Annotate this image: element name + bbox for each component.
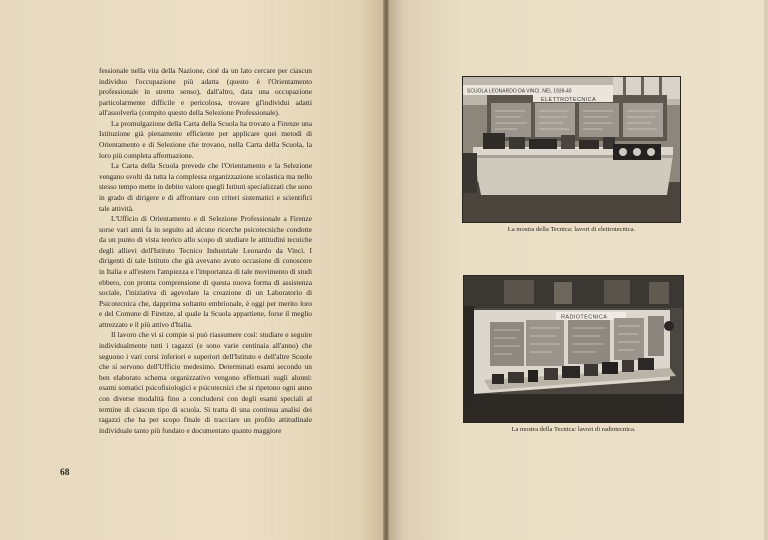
- caption-radiotecnica: La mostra della Tecnica: lavori di radiotecnica.: [511, 426, 636, 433]
- paragraph-1: fessionale nella vita della Nazione, cioè da un lato cercare per ciascun individuo l'occupazione più adatta (questo è l'Orientamento professionale in stretto senso), dall'altro, data una occupazione particolarmente difficile e pericolosa, trovare gl'individui adatti all'assolverla (compito questo della Selezione Professionale).: [99, 66, 312, 118]
- paragraph-4: L'Ufficio di Orientamento e di Selezione Professionale a Firenze sorse vari anni fa in seguito ad alcune ricerche psicotecniche condotte da un punto di vista teorico allo scopo di studiare le attitudini tecniche degli allievi dell'Istituto Tecnico Industriale Leonardo da Vinci. I dirigenti di tale Istituto che già avevano avuto occasione di conoscere in Italia e all'estero l'ampiezza e l'importanza di tale movimento di studi ebbero, con pronta comprensione di questa nuova forma di assistenza sociale, l'iniziativa di agevolare la creazione di un Laboratorio di Psicotecnica che, dapprima soltanto embrionale, è oggi per merito loro e del Comune di Firenze, al quale la Scuola appartiene, forse il meglio attrezzato e il più attivo d'Italia.: [99, 214, 312, 329]
- page-number: 68: [60, 468, 70, 478]
- caption-elettrotecnica: La mostra della Tecnica: lavori di elettrotecnica.: [507, 226, 636, 233]
- banner-top-text: SCUOLA LEONARDO DA VINCI. NEL 1939-40: [467, 88, 572, 95]
- photo-radiotecnica: [464, 276, 683, 422]
- paragraph-2: La promulgazione della Carta della Scuola ha trovato a Firenze una Istituzione già pienamente efficiente per applicare quei metodi di Orientamento e di Selezione che trovano, nella Carta della Scuola, la loro più completa affermazione.: [99, 118, 312, 160]
- page-edge: [764, 0, 768, 540]
- book-gutter: [383, 0, 389, 540]
- photo-radiotecnica-illustration: [464, 276, 683, 422]
- banner-sign-text: ELETTROTECNICA: [541, 97, 597, 103]
- photo-elettrotecnica-illustration: [463, 77, 680, 222]
- radiotecnica-sign-text: RADIOTECNICA: [561, 314, 608, 321]
- body-text: [99, 66, 312, 436]
- photo-elettrotecnica: [463, 77, 680, 222]
- paragraph-3: La Carta della Scuola prevede che l'Orientamento e la Selezione vengano svolti da tutta la complessa organizzazione scolastica ma nello stesso tempo mette in debito valore quegli Istituti specializzati che sono in grado di dirigere e di affrontare con criteri sistematici e scientifici tale attività.: [99, 161, 312, 213]
- paragraph-5: Il lavoro che vi si compie si può riassumere così: studiare e seguire individualmente tutti i ragazzi (e sono varie centinaia all'anno) che seguono i vari corsi inferiori e superiori dell'Istituto e dell'altre Scuole che si servono dell'Ufficio medesimo. Determinati esami secondo un ben elaborato schema organizzativo vengono effettuati sugli alunni: esami somatici psicofisiologici e psicotecnici che si ripetono ogni anno con diverse modalità fino a concludersi con degli esami speciali al termine di ciascun tipo di scuola. Si tratta di una continua analisi dei ragazzi che ha per scopo finale di tracciare un profilo attitudinale individuale tanto più fondato e documentato quanto maggiore: [99, 330, 312, 435]
